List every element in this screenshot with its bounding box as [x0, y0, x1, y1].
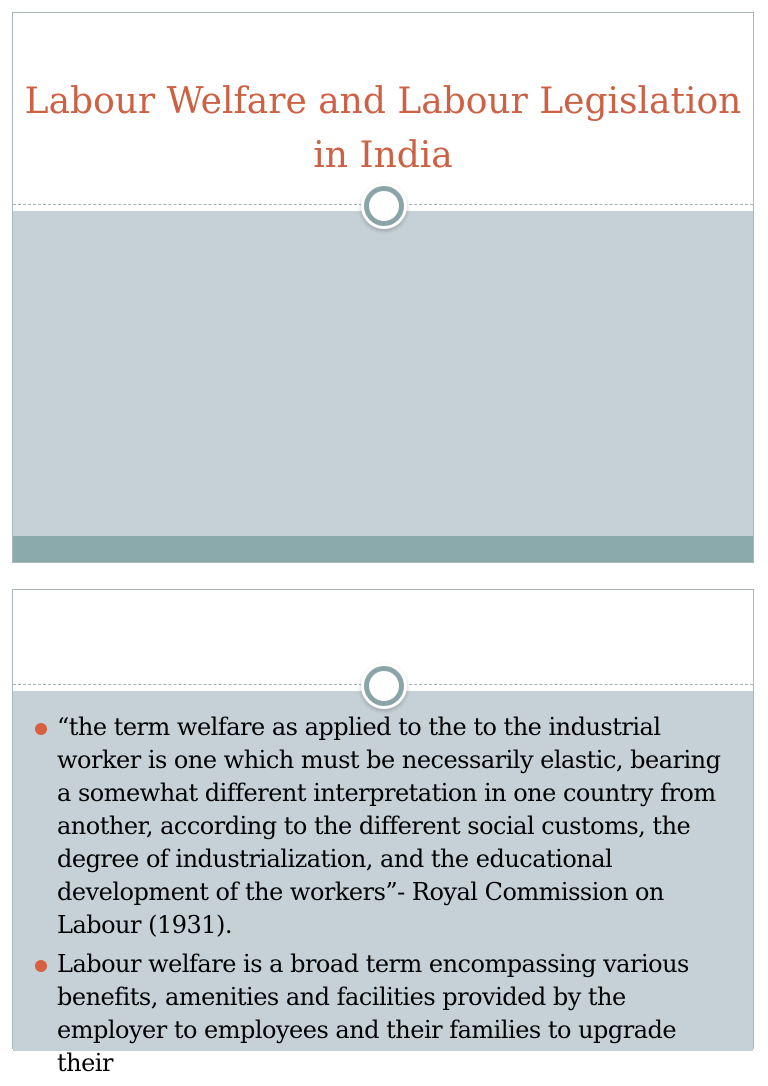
slide-1: [12, 12, 754, 563]
bullet-text: “the term welfare as applied to the to the industrial worker is one which must be necessarily elastic, bearing a somewhat different interpretation in one country from another, according to the different social customs, the degree of industrialization, and the educational development of the workers”- Royal Commission on Labour (1931).: [57, 713, 721, 939]
bullet-dot-icon: [35, 960, 47, 972]
slide-1-title-area: [13, 13, 753, 205]
slide-1-title: Labour Welfare and Labour Legislation in India: [24, 81, 742, 176]
slide-2: [12, 589, 754, 1077]
slide-2-content-area: [13, 691, 753, 1077]
slide-1-content-area: [13, 211, 753, 537]
bullet-list: [35, 711, 735, 1086]
bullet-item: [35, 711, 735, 942]
bullet-item: [35, 948, 735, 1080]
slide-1-footer-bar: [13, 536, 753, 562]
bullet-text: Labour welfare is a broad term encompassing various benefits, amenities and facilities provided by the employer to employees and their families to upgrade their: [57, 950, 689, 1077]
ring-ornament-icon: [364, 666, 404, 706]
bullet-dot-icon: [35, 723, 47, 735]
ring-ornament-icon: [364, 186, 404, 226]
